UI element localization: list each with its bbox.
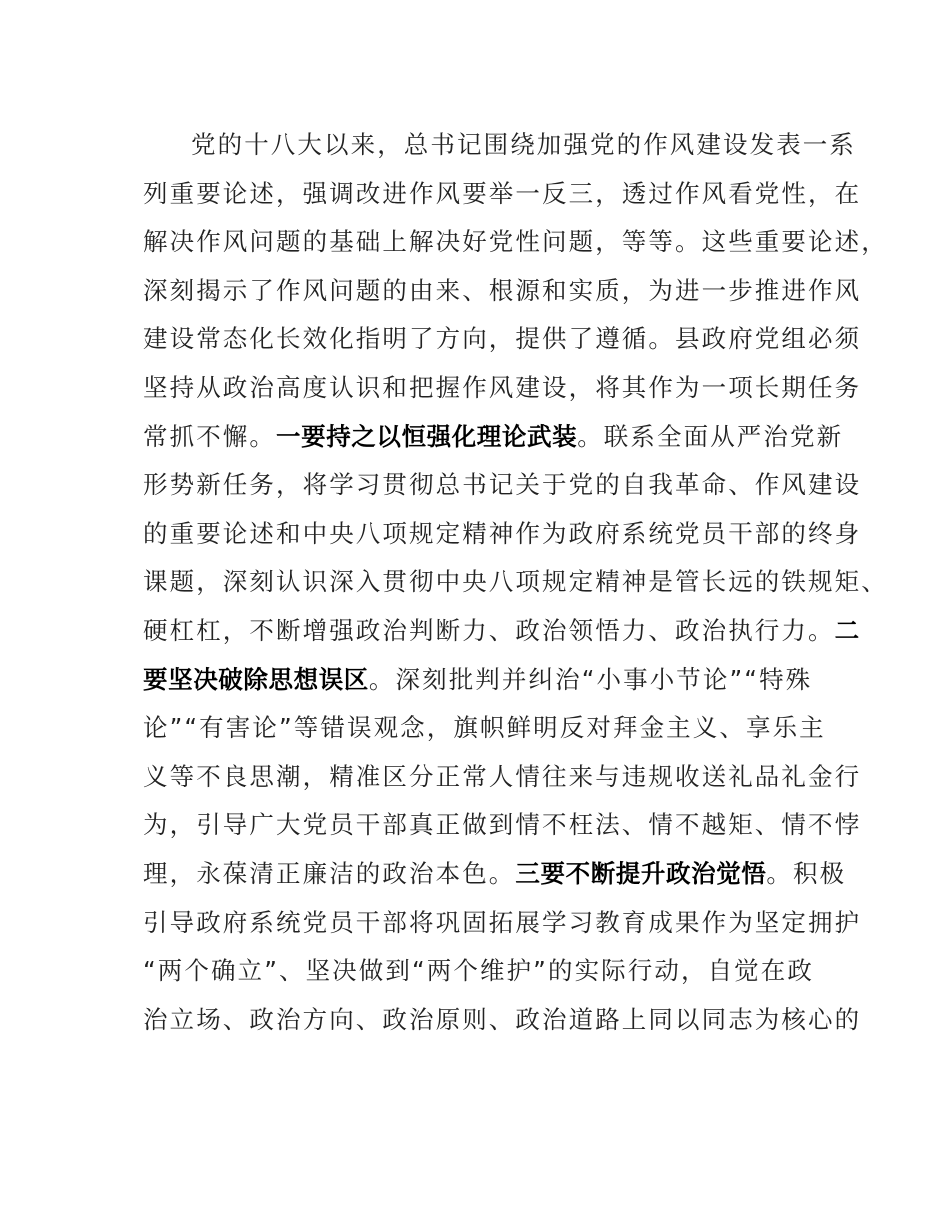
paragraph-line [143,899,862,948]
paragraph-line [143,850,847,899]
text-run: 。深刻批判并纠治“小事小节论”“特殊 [368,664,813,694]
bold-heading-run: 要坚决破除思想误区 [143,664,369,694]
text-run: 深刻揭示了作风问题的由来、根源和实质，为进一步推进作风 [143,275,862,305]
text-run: 为，引导广大党员干部真正做到情不枉法、情不越矩、情不悖 [143,810,862,840]
paragraph-line [143,704,826,753]
text-run: 党的十八大以来，总书记围绕加强党的作风建设发表一系 [191,130,856,159]
text-run: 解决作风问题的基础上解决好党性问题，等等。这些重要论述， [143,227,888,257]
paragraph-line [143,461,862,510]
text-run: 。联系全面从严治党新 [577,421,844,451]
paragraph-line [143,364,862,413]
text-run: 硬杠杠，不断增强政治判断力、政治领悟力、政治执行力。 [143,615,835,645]
text-run: 建设常态化长效化指明了方向，提供了遵循。县政府党组必须 [143,324,862,354]
bold-heading-run: 三要不断提升政治觉悟 [515,858,767,888]
paragraph-line [143,607,860,656]
paragraph-line [143,510,862,559]
text-run: 治立场、政治方向、政治原则、政治道路上同以同志为核心的 [143,1004,862,1034]
paragraph-line [143,558,888,607]
text-run: 引导政府系统党员干部将巩固拓展学习教育成果作为坚定拥护 [143,907,862,937]
text-run: 。积极 [766,858,847,888]
paragraph-line [143,947,814,996]
text-run: 论”“有害论”等错误观念，旗帜鲜明反对拜金主义、享乐主 [143,713,826,743]
text-run: 课题，深刻认识深入贯彻中央八项规定精神是管长远的铁规矩、 [143,567,888,597]
paragraph-line [143,413,844,462]
bold-heading-run: 二 [834,615,860,645]
text-run: 形势新任务，将学习贯彻总书记关于党的自我革命、作风建设 [143,470,862,500]
paragraph-line [143,656,811,705]
paragraph-line [143,801,862,850]
text-run: “两个确立”、坚决做到“两个维护”的实际行动，自觉在政 [143,956,814,986]
bold-heading-run: 一要持之以恒强化理论武装 [276,421,578,451]
text-run: 常抓不懈。 [143,421,276,451]
text-run: 义等不良思潮，精准区分正常人情往来与违规收送礼品礼金行 [143,761,862,791]
paragraph-line [143,753,862,802]
document-page [143,121,888,1044]
text-run: 列重要论述，强调改进作风要举一反三，透过作风看党性，在 [143,178,862,208]
paragraph-line [143,315,862,364]
paragraph-line [143,121,856,170]
paragraph-line [143,170,862,219]
paragraph-line [143,996,862,1045]
text-run: 坚持从政治高度认识和把握作风建设，将其作为一项长期任务 [143,372,862,402]
text-run: 的重要论述和中央八项规定精神作为政府系统党员干部的终身 [143,518,862,548]
text-run: 理，永葆清正廉洁的政治本色。 [143,858,516,888]
paragraph-line [143,218,888,267]
paragraph-line [143,267,862,316]
